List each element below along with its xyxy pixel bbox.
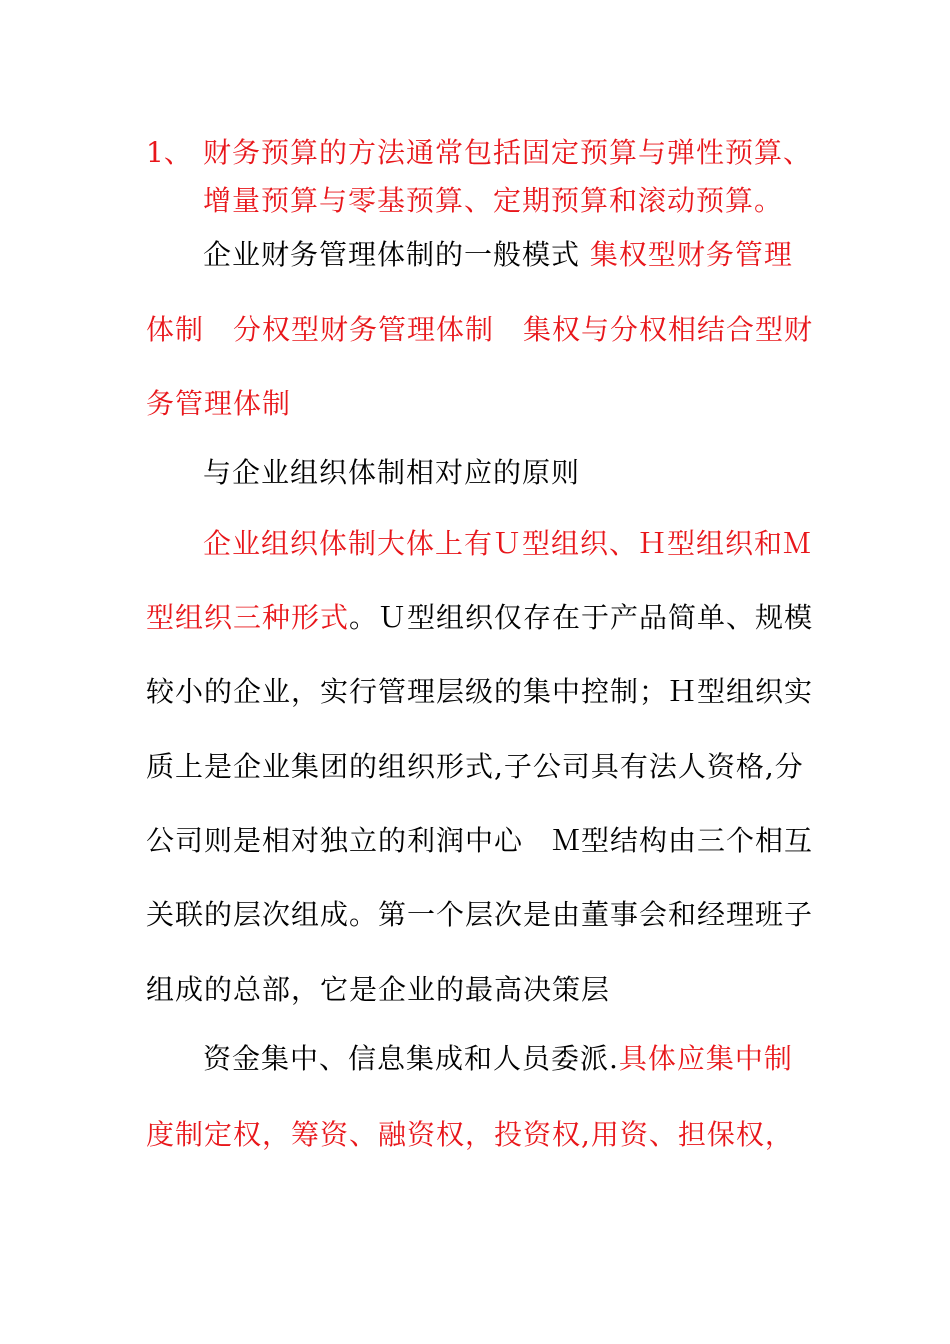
org-red-text: 型组织三种形式	[146, 601, 350, 634]
item1-line2: 增量预算与零基预算、定期预算和滚动预算。	[203, 184, 784, 217]
org-line3: 较小的企业，实行管理层级的集中控制；Ｈ型组织实	[146, 675, 814, 708]
org-black-text: 。Ｕ型组织仅存在于产品简单、规模	[349, 601, 814, 634]
org-line6: 关联的层次组成。第一个层次是由董事会和经理班子	[146, 898, 814, 931]
principle-line: 与企业组织体制相对应的原则	[203, 456, 581, 489]
org-line5: 公司则是相对独立的利润中心 Ｍ型结构由三个相互	[146, 824, 814, 857]
org-line4: 质上是企业集团的组织形式,子公司具有法人资格,分	[146, 750, 804, 783]
central-line2: 度制定权，筹资、融资权，投资权,用资、担保权，	[146, 1118, 794, 1151]
list-number: 1、	[146, 136, 192, 169]
central-line1	[203, 1041, 793, 1077]
modes-lead-text: 企业财务管理体制的一般模式	[203, 238, 581, 271]
modes-line3: 务管理体制	[146, 387, 292, 420]
item1-line1: 财务预算的方法通常包括固定预算与弹性预算、	[203, 136, 813, 169]
central-lead-text: 资金集中、信息集成和人员委派.	[203, 1042, 619, 1075]
org-line1: 企业组织体制大体上有Ｕ型组织、Ｈ型组织和Ｍ	[203, 527, 813, 560]
modes-line1	[203, 237, 793, 273]
org-line7: 组成的总部，它是企业的最高决策层	[146, 973, 611, 1006]
org-line2	[146, 600, 813, 636]
modes-red-text-1: 集权型财务管理	[589, 238, 793, 271]
modes-line2: 体制 分权型财务管理体制 集权与分权相结合型财	[146, 313, 814, 346]
central-red-text-1: 具体应集中制	[618, 1042, 793, 1075]
